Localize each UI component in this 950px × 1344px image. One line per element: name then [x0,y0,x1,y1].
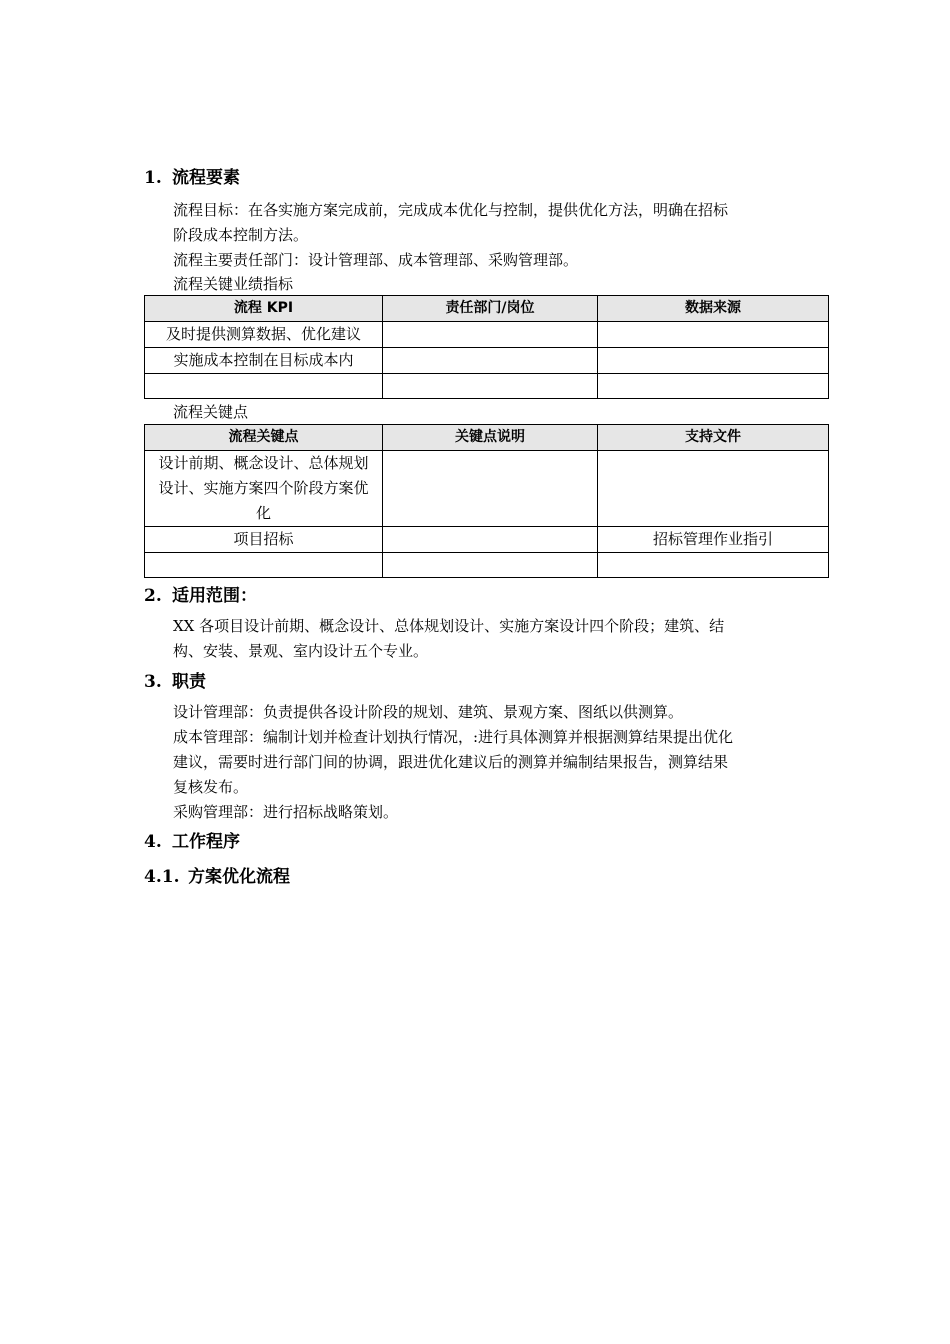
section-number: 1. [144,168,162,188]
column-header: 关键点说明 [383,425,598,451]
table-row [145,527,829,553]
section-title: 职责 [172,672,206,692]
column-header: 流程 KPI [145,296,383,322]
keypoint-table [144,424,829,578]
scope-paragraph [173,614,803,664]
table-cell [383,322,598,348]
table-row [145,348,829,374]
table-row [145,374,829,399]
text-line: XX 各项目设计前期、概念设计、总体规划设计、实施方案设计四个阶段；建筑、结 [173,617,725,635]
text-line: 阶段成本控制方法。 [173,226,309,244]
table-row [145,322,829,348]
table-cell [383,348,598,374]
section-heading-4 [144,827,240,852]
table-cell [598,322,829,348]
table-cell [598,374,829,399]
text-line: 建议，需要时进行部门间的协调，跟进优化建议后的测算并编制结果报告，测算结果 [173,753,729,771]
table-cell [598,348,829,374]
section-title: 工作程序 [172,832,240,852]
keypoint-table-label: 流程关键点 [173,403,249,421]
section-title: 方案优化流程 [188,867,290,887]
section-title: 适用范围： [172,586,257,606]
process-goal-paragraph [173,198,803,273]
text-line: 采购管理部：进行招标战略策划。 [173,803,399,821]
table-row [145,553,829,578]
section-number: 4.1. [144,867,180,887]
subsection-heading-4-1 [144,862,290,887]
column-header: 数据来源 [598,296,829,322]
kpi-table [144,295,829,399]
text-line: 复核发布。 [173,778,249,796]
table-cell [598,451,829,527]
kpi-table-label: 流程关键业绩指标 [173,275,294,293]
table-cell [383,553,598,578]
table-cell [383,527,598,553]
section-number: 4. [144,832,162,852]
section-heading-3 [144,667,206,692]
table-cell [383,374,598,399]
table-cell: 实施成本控制在目标成本内 [145,348,383,374]
column-header: 责任部门/岗位 [383,296,598,322]
table-cell: 招标管理作业指引 [598,527,829,553]
table-row [145,451,829,527]
table-cell [383,451,598,527]
table-header-row [145,296,829,322]
table-cell [598,553,829,578]
text-line: 构、安装、景观、室内设计五个专业。 [173,642,429,660]
section-title: 流程要素 [172,168,240,188]
duties-paragraph [173,700,803,825]
text-line: 设计管理部：负责提供各设计阶段的规划、建筑、景观方案、图纸以供测算。 [173,703,684,721]
text-line: 流程主要责任部门：设计管理部、成本管理部、采购管理部。 [173,251,579,269]
table-cell: 设计前期、概念设计、总体规划设计、实施方案四个阶段方案优化 [145,451,383,527]
table-cell [145,553,383,578]
table-cell: 项目招标 [145,527,383,553]
table-header-row [145,425,829,451]
table-cell: 及时提供测算数据、优化建议 [145,322,383,348]
section-heading-1 [144,163,240,188]
text-line: 流程目标：在各实施方案完成前，完成成本优化与控制，提供优化方法，明确在招标 [173,201,729,219]
section-number: 3. [144,672,162,692]
column-header: 支持文件 [598,425,829,451]
table-cell [145,374,383,399]
text-line: 成本管理部：编制计划并检查计划执行情况，:进行具体测算并根据测算结果提出优化 [173,728,734,746]
section-heading-2 [144,581,257,606]
section-number: 2. [144,586,162,606]
column-header: 流程关键点 [145,425,383,451]
